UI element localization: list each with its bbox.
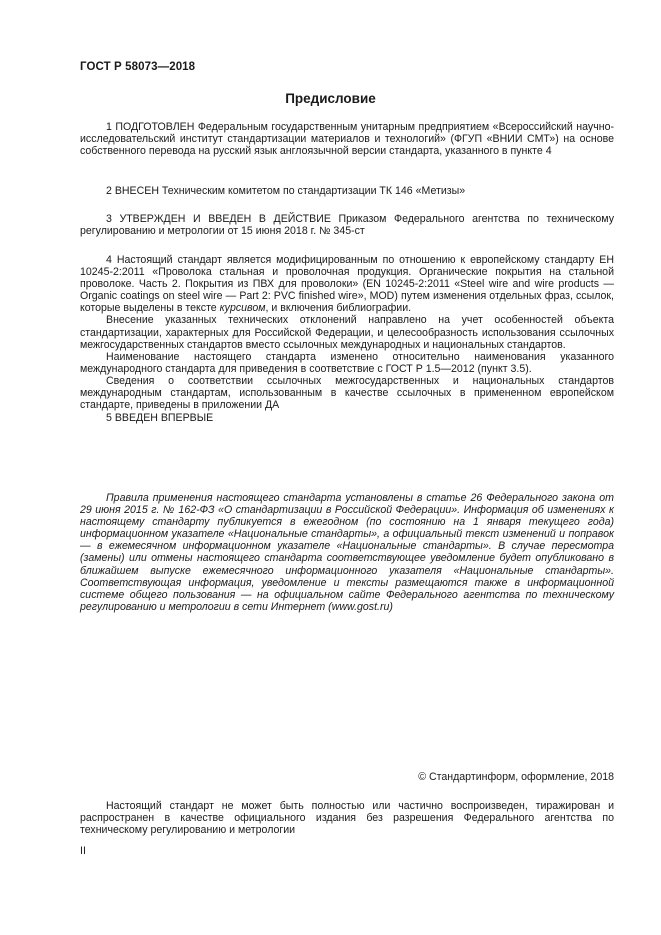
item-2	[80, 185, 614, 197]
page-title: Предисловие	[285, 91, 376, 106]
item-2-text: 2 ВНЕСЕН Техническим комитетом по стандартизации ТК 146 «Метизы»	[106, 185, 466, 197]
standard-code: ГОСТ Р 58073—2018	[80, 61, 196, 73]
item-5-text: 5 ВВЕДЕН ВПЕРВЫЕ	[106, 412, 214, 424]
copyright: © Стандартинформ, оформление, 2018	[418, 771, 614, 783]
item-4-paragraph-2: Внесение указанных технических отклонений направлено на учет особенностей объекта стандартизации, характерных для Российской Федерации, и целесообразность использования ссылочных межгосударственных стандартов вместо ссылочных международных и национальных стандартов.	[80, 314, 614, 351]
item-4-paragraph-1	[80, 254, 614, 314]
item-5	[80, 412, 614, 424]
item-4-prefix: 4 Настоящий стандарт является модифицированным по отношению к европейскому стандарту ЕН 10245-2:2011 «Проволока стальная и проволочная продукция. Органические покрытия на стальной проволоке. Часть 2. Покрытия из ПВХ для проволоки» (EN 10245-2:2011 «Steel wire and wire products — Organic coatings on steel wire — Part 2: PVC finished wire», MOD) путем изменения отдельных фраз, ссылок, которые выделены в тексте	[80, 254, 614, 315]
item-4-paragraph-3: Наименование настоящего стандарта изменено относительно наименования указанного международного стандарта для приведения в соответствие с ГОСТ Р 1.5—2012 (пункт 3.5).	[80, 350, 614, 375]
item-3-text: 3 УТВЕРЖДЕН И ВВЕДЕН В ДЕЙСТВИЕ Приказом Федерального агентства по техническому регулированию и метрологии от 15 июня 2018 г. № 345-ст	[80, 213, 614, 238]
item-3	[80, 213, 614, 237]
page-number: II	[80, 845, 86, 857]
reproduction-notice	[80, 800, 614, 836]
item-4	[80, 254, 614, 411]
item-4-italic-word: курсивом	[219, 302, 266, 315]
item-1-text: 1 ПОДГОТОВЛЕН Федеральным государственным унитарным предприятием «Всероссийский научно-исследовательский институт стандартизации материалов и технологий» (ФГУП «ВНИИ СМТ») на основе собственного перевода на русский язык англоязычной версии стандарта, указанного в пункте 4	[80, 121, 614, 158]
rules-note	[80, 492, 614, 613]
rules-note-text: Правила применения настоящего стандарта установлены в статье 26 Федерального закона от 29 июня 2015 г. № 162-ФЗ «О стандартизации в Российской Федерации». Информация об изменениях к настоящему стандарту публикуется в ежегодном (по состоянию на 1 января текущего года) информационном указателе «Национальные стандарты», а официальный текст изменений и поправок — в ежемесячном информационном указателе «Национальные стандарты». В случае пересмотра (замены) или отмены настоящего стандарта соответствующее уведомление будет опубликовано в ближайшем выпуске ежемесячного информационного указателя «Национальные стандарты». Соответствующая информация, уведомление и тексты размещаются также в информационной системе общего пользования — на официальном сайте Федерального агентства по техническому регулированию и метрологии в сети Интернет (www.gost.ru)	[80, 492, 614, 613]
item-4-paragraph-4: Сведения о соответствии ссылочных межгосударственных и национальных стандартов международным стандартам, использованным в качестве ссылочных в примененном европейском стандарте, приведены в приложении ДА	[80, 374, 614, 412]
item-4-suffix: , и включения библиографии.	[265, 302, 412, 315]
reproduction-notice-text: Настоящий стандарт не может быть полностью или частично воспроизведен, тиражирован и распространен в качестве официального издания без разрешения Федерального агентства по техническому регулированию и метрологии	[80, 800, 614, 837]
item-1	[80, 121, 614, 157]
